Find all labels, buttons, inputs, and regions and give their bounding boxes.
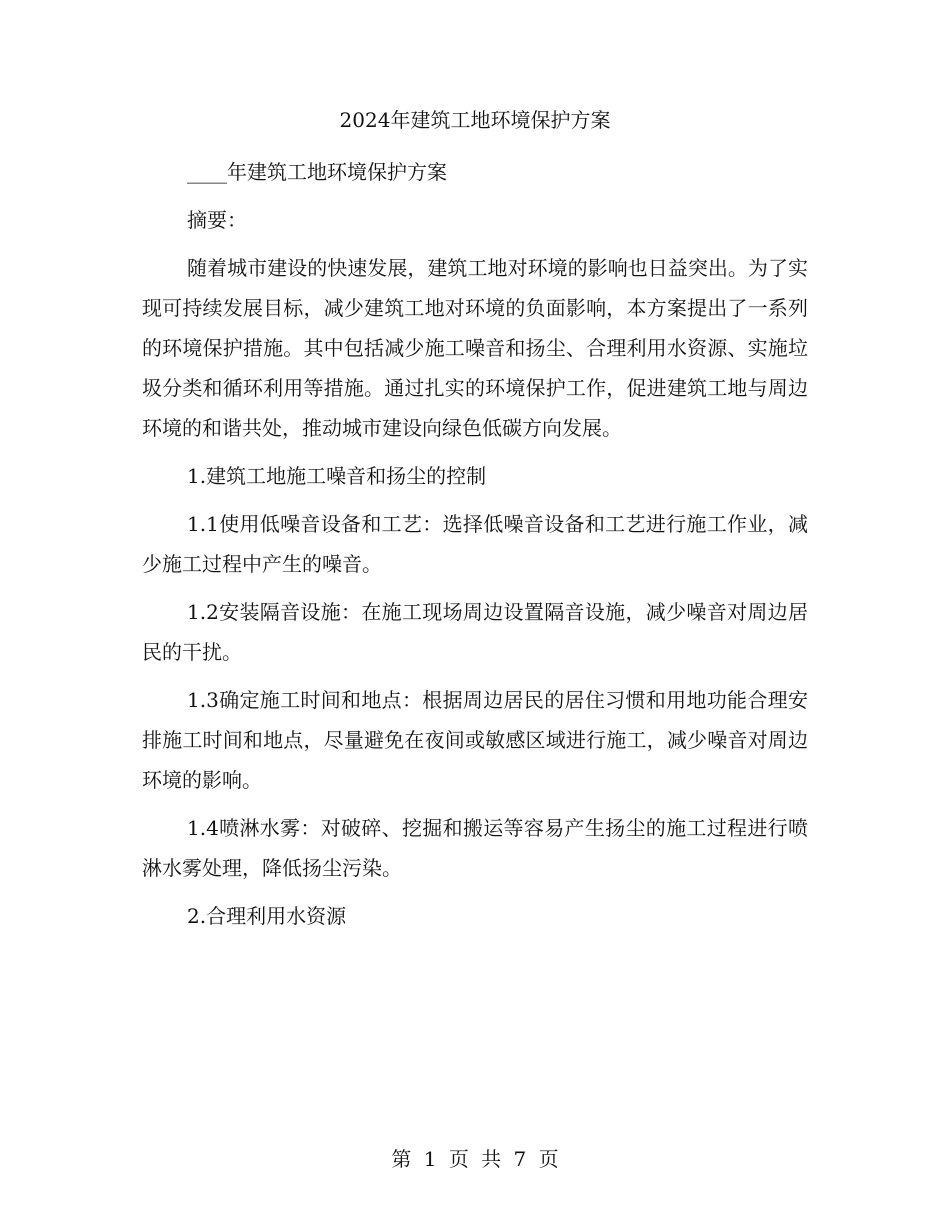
document-body	[142, 152, 808, 944]
section-1-heading: 1.建筑工地施工噪音和扬尘的控制	[187, 464, 487, 488]
section-1-item-4: 1.4喷淋水雾：对破碎、挖掘和搬运等容易产生扬尘的施工过程进行喷淋水雾处理，降低扬尘污染。	[142, 816, 808, 880]
document-title: 2024年建筑工地环境保护方案	[339, 108, 611, 132]
section-1-item-2: 1.2安装隔音设施：在施工现场周边设置隔音设施，减少噪音对周边居民的干扰。	[142, 600, 808, 664]
abstract-label: 摘要：	[187, 208, 247, 232]
abstract-paragraph: 随着城市建设的快速发展，建筑工地对环境的影响也日益突出。为了实现可持续发展目标，减少建筑工地对环境的负面影响，本方案提出了一系列的环境保护措施。其中包括减少施工噪音和扬尘、合理利用水资源、实施垃圾分类和循环利用等措施。通过扎实的环境保护工作，促进建筑工地与周边环境的和谐共处，推动城市建设向绿色低碳方向发展。	[142, 256, 808, 440]
section-1-item-3: 1.3确定施工时间和地点：根据周边居民的居住习惯和用地功能合理安排施工时间和地点，尽量避免在夜间或敏感区域进行施工，减少噪音对周边环境的影响。	[142, 688, 808, 792]
section-1-item-1: 1.1使用低噪音设备和工艺：选择低噪音设备和工艺进行施工作业，减少施工过程中产生的噪音。	[142, 512, 808, 576]
section-2-heading: 2.合理利用水资源	[187, 904, 347, 928]
page-number-footer: 第 1 页 共 7 页	[391, 1147, 559, 1171]
document-subtitle: ____年建筑工地环境保护方案	[187, 160, 447, 184]
